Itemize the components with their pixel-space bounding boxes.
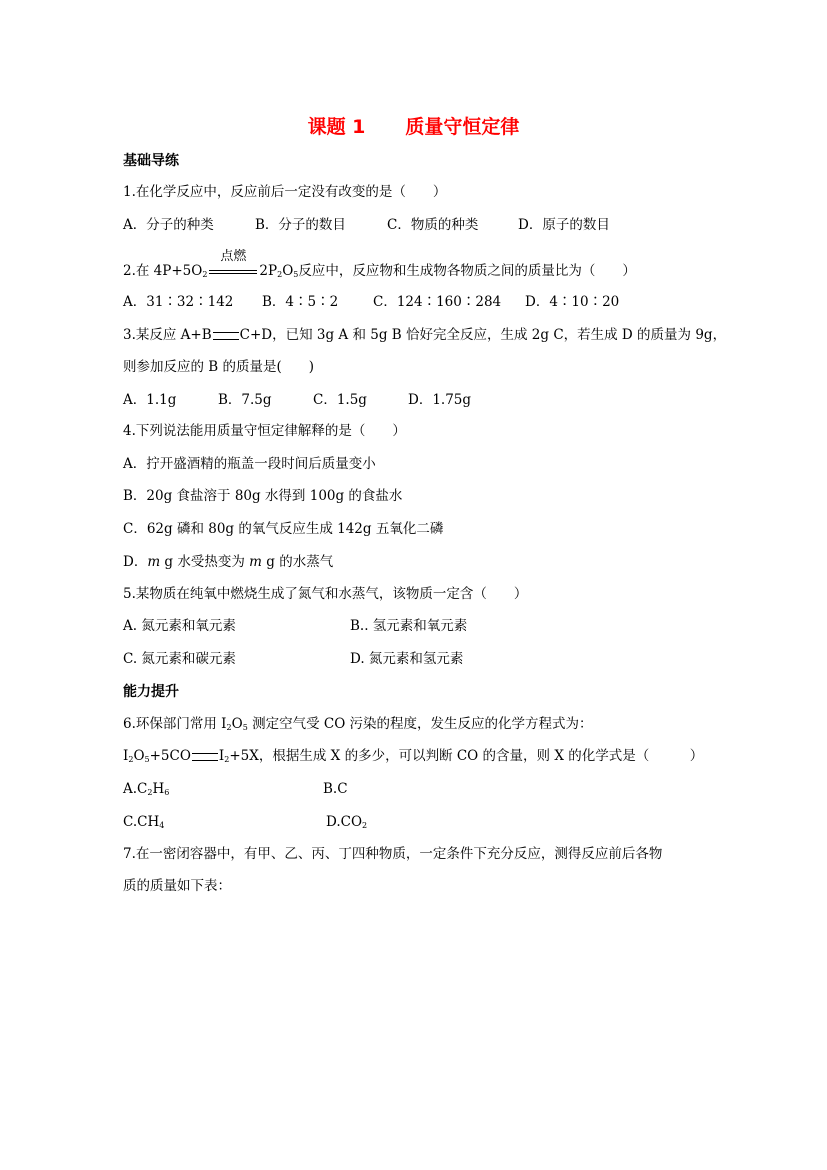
q5-stem: 5.某物质在纯氧中燃烧生成了氮气和水蒸气，该物质一定含（ ） — [123, 586, 528, 602]
equals-arrow — [213, 332, 239, 340]
lesson-number: 课题 1 — [307, 116, 366, 138]
lesson-topic: 质量守恒定律 — [405, 116, 520, 138]
q3-stem-line2: 则参加反应的 B 的质量是( ) — [123, 359, 315, 375]
q1-option-d: D．原子的数目 — [518, 217, 610, 233]
q4-option-c: C．62g 磷和 80g 的氧气反应生成 142g 五氧化二磷 — [123, 521, 444, 537]
q1-option-b: B．分子的数目 — [255, 217, 346, 233]
section-heading-advanced: 能力提升 — [123, 684, 179, 700]
page-title — [0, 112, 827, 139]
q4-option-d: D．m g 水受热变为 m g 的水蒸气 — [123, 554, 334, 570]
q5-option-a: A. 氮元素和氧元素 — [123, 618, 236, 634]
q6-option-b: B.C — [323, 781, 348, 797]
q1-option-a: A．分子的种类 — [123, 217, 214, 233]
q3-option-d: D．1.75g — [408, 392, 472, 408]
q7-stem-line1: 7.在一密闭容器中，有甲、乙、丙、丁四种物质，一定条件下充分反应，测得反应前后各物 — [123, 846, 663, 862]
q6-option-d: $D.CO_2$ — [326, 814, 368, 830]
q7-stem-line2: 质的质量如下表： — [123, 878, 231, 894]
q1-stem: 1.在化学反应中，反应前后一定没有改变的是（ ） — [123, 184, 447, 200]
q6-stem-line2: $I_2O_5+5CO$ $I_2+5X$，根据生成 X 的多少，可以判断 CO 的含量，则 X 的化学式是（ ） — [123, 748, 704, 764]
q6-option-a: $A.C_2H_6$ — [123, 781, 170, 797]
q6-option-c: $C.CH_4$ — [123, 814, 165, 830]
q3-option-c: C．1.5g — [313, 392, 367, 408]
q2-stem: 2.在 $4P+5O_2$ 点燃 $2P_2O_5$反应中，反应物和生成物各物质之间的质量比为（ ） — [123, 249, 636, 279]
q2-option-d: D．4∶10∶20 — [525, 294, 620, 310]
reaction-condition-arrow — [207, 249, 259, 280]
reaction-condition: 点燃 — [220, 249, 247, 264]
q3-stem-line1: 3.某反应 A+B C+D，已知 3g A 和 5g B 恰好完全反应，生成 2g C，若生成 D 的质量为 9g， — [123, 327, 727, 343]
q4-option-a: A．拧开盛酒精的瓶盖一段时间后质量变小 — [123, 456, 376, 472]
q5-option-d: D. 氮元素和氢元素 — [350, 651, 464, 667]
q2-option-b: B．4∶5∶2 — [262, 294, 339, 310]
q5-option-c: C. 氮元素和碳元素 — [123, 651, 236, 667]
q6-stem-line1: 6.环保部门常用 $I_2O_5$ 测定空气受 CO 污染的程度，发生反应的化学方程式为： — [123, 716, 593, 732]
q2-option-a: A．31∶32∶142 — [123, 294, 234, 310]
q3-option-a: A．1.1g — [123, 392, 177, 408]
q5-option-b: B.. 氢元素和氧元素 — [350, 618, 468, 634]
q4-stem: 4.下列说法能用质量守恒定律解释的是（ ） — [123, 423, 406, 439]
q1-option-c: C．物质的种类 — [387, 217, 479, 233]
q3-option-b: B．7.5g — [218, 392, 272, 408]
equals-arrow — [192, 753, 218, 761]
section-heading-basic: 基础导练 — [123, 153, 179, 169]
q4-option-b: B．20g 食盐溶于 80g 水得到 100g 的食盐水 — [123, 488, 403, 504]
q2-option-c: C．124∶160∶284 — [373, 294, 502, 310]
